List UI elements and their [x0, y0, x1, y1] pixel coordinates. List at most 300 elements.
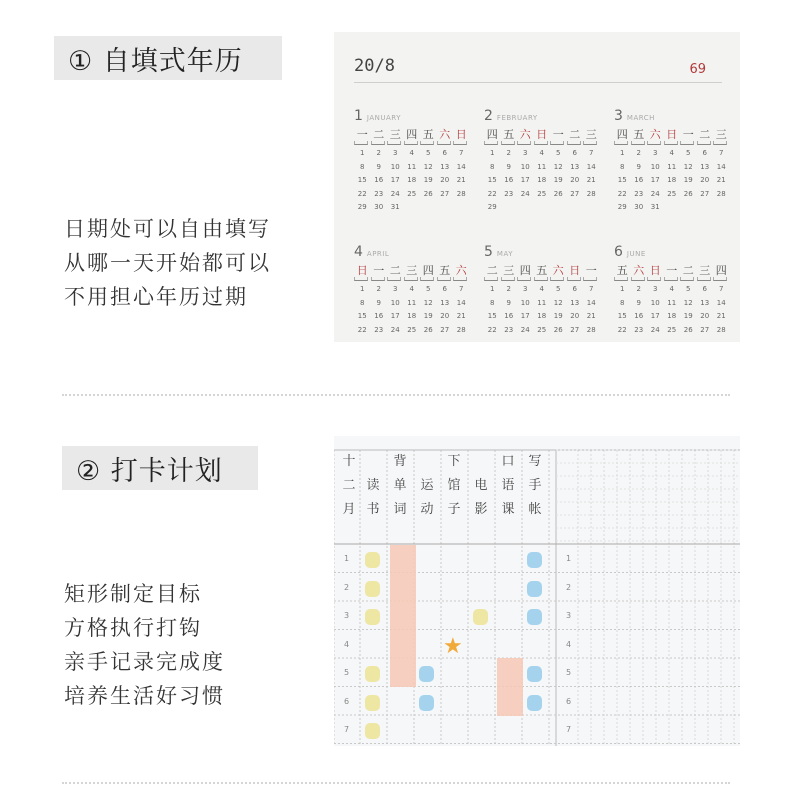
- tracker-column-header: [416, 450, 438, 522]
- weekday-box: [534, 141, 548, 145]
- day-number: 15: [357, 176, 367, 185]
- desc-line: 日期处可以自由填写: [64, 217, 271, 241]
- weekday-label: 一: [682, 127, 694, 141]
- habit-tracker-photo: [334, 436, 740, 746]
- checkmark-blue: [419, 666, 434, 682]
- section1-label-text: ① 自填式年历: [68, 45, 243, 77]
- weekday-label: 日: [356, 263, 368, 277]
- day-number: 24: [520, 189, 530, 198]
- day-number: 19: [683, 312, 693, 321]
- day-number: 15: [617, 312, 627, 321]
- section-divider: [62, 782, 730, 784]
- day-number: 8: [360, 162, 365, 171]
- month-heading: [484, 108, 604, 126]
- day-number: 8: [360, 298, 365, 307]
- day-number: 1: [620, 149, 625, 157]
- day-number: 18: [667, 176, 677, 185]
- day-number: 3: [653, 149, 658, 157]
- month-heading: [614, 108, 734, 126]
- tracker-column-header: [470, 450, 492, 522]
- weekday-box: [387, 277, 401, 281]
- day-number: 28: [716, 325, 726, 334]
- goal-bar: [497, 658, 523, 716]
- weekday-label: 五: [422, 127, 434, 141]
- header-char: 课: [501, 502, 515, 517]
- day-grid: [354, 285, 474, 334]
- weekday-underline: [614, 277, 734, 282]
- day-number: 26: [423, 325, 433, 334]
- day-number: 29: [617, 203, 627, 212]
- day-number: 7: [589, 149, 594, 157]
- day-number: 11: [667, 298, 677, 307]
- calendar-month: [354, 244, 474, 334]
- day-number: 18: [407, 312, 417, 321]
- day-number: 26: [553, 325, 563, 334]
- checkmark-yellow: [473, 609, 488, 625]
- weekday-label: 四: [715, 263, 727, 277]
- weekday-label: 二: [373, 127, 385, 141]
- day-number: 17: [650, 176, 660, 185]
- day-number: 21: [586, 312, 596, 321]
- weekday-label: 三: [406, 263, 418, 277]
- day-number: 17: [520, 176, 530, 185]
- weekday-label: 二: [699, 127, 711, 141]
- weekday-box: [614, 277, 628, 281]
- weekday-box: [453, 277, 467, 281]
- weekday-label: 六: [439, 127, 451, 141]
- day-number: 1: [620, 285, 625, 293]
- day-grid: [614, 285, 734, 334]
- weekday-box: [647, 277, 661, 281]
- day-number: 2: [636, 285, 641, 293]
- day-number: 28: [456, 325, 466, 334]
- weekday-box: [664, 141, 678, 145]
- tracker-column-header: [524, 450, 546, 522]
- day-number: 28: [586, 325, 596, 334]
- header-char: 口: [501, 454, 515, 469]
- day-number: 6: [702, 149, 707, 157]
- weekday-label: 二: [682, 263, 694, 277]
- weekday-row: [614, 262, 734, 277]
- weekday-underline: [614, 141, 734, 146]
- desc-line: 从哪一天开始都可以: [64, 251, 271, 275]
- day-number: 10: [650, 298, 660, 307]
- day-number: 23: [504, 189, 514, 198]
- tracker-column-header: [338, 450, 360, 522]
- checkmark-blue: [527, 609, 542, 625]
- day-number: 20: [570, 176, 580, 185]
- header-char: 语: [501, 478, 515, 493]
- weekday-label: 三: [585, 127, 597, 141]
- month-name: APRIL: [366, 250, 390, 258]
- day-number: 23: [374, 189, 384, 198]
- section1-label: [54, 36, 282, 80]
- header-char: 单: [393, 478, 407, 493]
- day-number: 6: [702, 285, 707, 293]
- day-number: 26: [553, 189, 563, 198]
- day-number: 23: [374, 325, 384, 334]
- month-number: 1: [354, 108, 363, 124]
- day-number: 18: [537, 176, 547, 185]
- day-number: 16: [374, 176, 384, 185]
- header-char: 读: [366, 478, 380, 493]
- weekday-label: 四: [616, 127, 628, 141]
- weekday-label: 四: [422, 263, 434, 277]
- header-char: 动: [420, 502, 434, 517]
- weekday-box: [420, 277, 434, 281]
- day-number: 14: [716, 298, 726, 307]
- weekday-label: 一: [585, 263, 597, 277]
- goal-bar: [390, 545, 416, 687]
- weekday-label: 日: [569, 263, 581, 277]
- tracker-column-header: [443, 450, 465, 522]
- day-number: 3: [393, 285, 398, 293]
- header-char: 二: [342, 478, 356, 493]
- day-number: 7: [459, 149, 464, 157]
- day-number: 23: [504, 325, 514, 334]
- day-number: 2: [636, 149, 641, 157]
- calendar-photo: [334, 32, 740, 342]
- day-number: 16: [374, 312, 384, 321]
- day-number: 21: [716, 312, 726, 321]
- day-number: 12: [683, 162, 693, 171]
- header-char: 月: [342, 502, 356, 517]
- weekday-label: 三: [715, 127, 727, 141]
- header-char: 背: [393, 454, 407, 469]
- day-number: 11: [407, 162, 417, 171]
- day-number: 13: [700, 162, 710, 171]
- weekday-label: 日: [666, 127, 678, 141]
- weekday-label: 三: [503, 263, 515, 277]
- day-number: 21: [456, 312, 466, 321]
- day-number: 19: [553, 176, 563, 185]
- day-number: 3: [523, 149, 528, 157]
- weekday-label: 六: [519, 127, 531, 141]
- weekday-label: 五: [616, 263, 628, 277]
- header-char: 运: [420, 478, 434, 493]
- weekday-label: 四: [486, 127, 498, 141]
- month-heading: [484, 244, 604, 262]
- day-number: 8: [620, 162, 625, 171]
- day-number: 14: [586, 162, 596, 171]
- weekday-label: 二: [389, 263, 401, 277]
- weekday-row: [484, 126, 604, 141]
- day-number: 11: [407, 298, 417, 307]
- day-number: 20: [440, 312, 450, 321]
- row-number-right: 3: [566, 611, 572, 620]
- day-number: 9: [506, 298, 511, 307]
- header-char: 馆: [447, 478, 461, 493]
- day-number: 27: [440, 325, 450, 334]
- weekday-box: [437, 277, 451, 281]
- day-number: 9: [376, 298, 381, 307]
- day-number: 14: [456, 162, 466, 171]
- calendar-month: [614, 108, 734, 211]
- day-number: 22: [487, 189, 497, 198]
- weekday-label: 二: [486, 263, 498, 277]
- row-number: 3: [344, 611, 350, 620]
- day-number: 19: [423, 312, 433, 321]
- month-name: FEBRUARY: [496, 114, 538, 122]
- header-char: 写: [528, 454, 542, 469]
- day-number: 24: [390, 325, 400, 334]
- weekday-box: [697, 141, 711, 145]
- weekday-box: [371, 277, 385, 281]
- day-number: 12: [683, 298, 693, 307]
- day-number: 13: [440, 298, 450, 307]
- header-char: 子: [447, 502, 461, 517]
- checkmark-yellow: [365, 581, 380, 597]
- weekday-box: [453, 141, 467, 145]
- day-number: 27: [440, 189, 450, 198]
- weekday-box: [404, 141, 418, 145]
- desc-line: 矩形制定目标: [64, 582, 202, 606]
- day-number: 30: [634, 203, 644, 212]
- row-number: 4: [344, 639, 350, 649]
- day-number: 1: [490, 149, 495, 157]
- day-number: 23: [634, 189, 644, 198]
- day-number: 5: [556, 285, 561, 293]
- tracker-column-header: [497, 450, 519, 522]
- weekday-label: 六: [633, 263, 645, 277]
- month-number: 6: [614, 244, 623, 260]
- weekday-box: [550, 277, 564, 281]
- weekday-underline: [484, 277, 604, 282]
- checkmark-blue: [527, 552, 542, 568]
- day-number: 27: [700, 325, 710, 334]
- weekday-underline: [484, 141, 604, 146]
- section2-label: [62, 446, 258, 490]
- day-number: 19: [423, 176, 433, 185]
- day-number: 27: [700, 189, 710, 198]
- day-number: 24: [520, 325, 530, 334]
- row-number: 6: [344, 696, 350, 706]
- day-number: 29: [487, 203, 497, 212]
- day-number: 28: [456, 189, 466, 198]
- day-number: 15: [487, 312, 497, 321]
- weekday-label: 日: [536, 127, 548, 141]
- header-char: 影: [474, 502, 488, 517]
- day-number: 13: [570, 298, 580, 307]
- day-grid: [484, 285, 604, 334]
- weekday-row: [614, 126, 734, 141]
- day-number: 8: [490, 298, 495, 307]
- weekday-label: 五: [536, 263, 548, 277]
- weekday-box: [664, 277, 678, 281]
- day-number: 10: [390, 298, 400, 307]
- tracker-column-header: [362, 450, 384, 522]
- day-number: 9: [636, 298, 641, 307]
- day-number: 4: [669, 149, 674, 157]
- day-grid: [484, 149, 604, 211]
- day-number: 6: [442, 149, 447, 157]
- weekday-box: [680, 141, 694, 145]
- day-number: 10: [650, 162, 660, 171]
- day-number: 11: [667, 162, 677, 171]
- checkmark-yellow: [365, 723, 380, 739]
- day-number: 10: [520, 298, 530, 307]
- day-number: 10: [390, 162, 400, 171]
- month-name: MAY: [496, 250, 513, 258]
- day-number: 18: [667, 312, 677, 321]
- day-number: 30: [374, 203, 384, 212]
- day-number: 27: [570, 189, 580, 198]
- day-number: 25: [667, 325, 677, 334]
- weekday-label: 三: [389, 127, 401, 141]
- day-number: 18: [407, 176, 417, 185]
- section2-label-text: ② 打卡计划: [76, 455, 223, 487]
- weekday-box: [534, 277, 548, 281]
- day-number: 23: [634, 325, 644, 334]
- day-number: 18: [537, 312, 547, 321]
- day-number: 5: [686, 285, 691, 293]
- weekday-box: [517, 277, 531, 281]
- day-number: 21: [716, 176, 726, 185]
- weekday-box: [371, 141, 385, 145]
- day-grid: [614, 149, 734, 211]
- day-number: 10: [520, 162, 530, 171]
- header-char: 下: [447, 454, 461, 469]
- weekday-label: 一: [373, 263, 385, 277]
- day-number: 15: [487, 176, 497, 185]
- weekday-label: 五: [439, 263, 451, 277]
- day-number: 26: [683, 325, 693, 334]
- header-char: 电: [474, 478, 488, 493]
- month-number: 2: [484, 108, 493, 124]
- checkmark-blue: [527, 666, 542, 682]
- weekday-row: [354, 126, 474, 141]
- day-number: 24: [390, 189, 400, 198]
- checkmark-yellow: [365, 552, 380, 568]
- month-name: JUNE: [626, 250, 646, 258]
- checkmark-yellow: [365, 695, 380, 711]
- row-number-right: 6: [566, 696, 572, 706]
- section1-description: [64, 212, 271, 314]
- desc-line: 培养生活好习惯: [64, 684, 225, 708]
- checkmark-yellow: [365, 666, 380, 682]
- day-number: 6: [442, 285, 447, 293]
- weekday-box: [567, 141, 581, 145]
- desc-line: 不用担心年历过期: [64, 285, 248, 309]
- day-number: 12: [423, 162, 433, 171]
- checkmark-blue: [527, 695, 542, 711]
- checkmark-blue: [419, 695, 434, 711]
- day-number: 5: [686, 149, 691, 157]
- day-number: 11: [537, 162, 547, 171]
- weekday-box: [354, 141, 368, 145]
- weekday-box: [437, 141, 451, 145]
- day-number: 24: [650, 189, 660, 198]
- day-number: 13: [440, 162, 450, 171]
- row-number-right: 1: [566, 554, 572, 563]
- calendar-week-number: 69: [689, 62, 706, 77]
- day-number: 20: [570, 312, 580, 321]
- day-number: 4: [539, 285, 544, 293]
- day-number: 28: [586, 189, 596, 198]
- day-number: 4: [539, 149, 544, 157]
- row-number-right: 7: [566, 725, 572, 734]
- section-divider: [62, 394, 730, 396]
- header-char: 书: [366, 502, 380, 517]
- day-number: 6: [572, 149, 577, 157]
- day-number: 26: [423, 189, 433, 198]
- day-number: 16: [504, 176, 514, 185]
- day-number: 28: [716, 189, 726, 198]
- calendar-month: [354, 108, 474, 211]
- day-number: 9: [636, 162, 641, 171]
- day-number: 8: [620, 298, 625, 307]
- day-number: 7: [719, 285, 724, 293]
- day-number: 20: [700, 312, 710, 321]
- day-number: 16: [634, 176, 644, 185]
- day-number: 16: [634, 312, 644, 321]
- weekday-label: 四: [519, 263, 531, 277]
- weekday-box: [614, 141, 628, 145]
- day-number: 24: [650, 325, 660, 334]
- row-number: 1: [344, 554, 350, 563]
- day-number: 17: [390, 176, 400, 185]
- row-number: 7: [344, 725, 350, 734]
- row-number-right: 4: [566, 639, 572, 649]
- tracker-column-header: [389, 450, 411, 522]
- day-number: 13: [700, 298, 710, 307]
- weekday-box: [583, 141, 597, 145]
- weekday-label: 五: [633, 127, 645, 141]
- day-number: 20: [440, 176, 450, 185]
- day-number: 22: [357, 325, 367, 334]
- day-number: 19: [553, 312, 563, 321]
- day-number: 21: [456, 176, 466, 185]
- weekday-box: [354, 277, 368, 281]
- desc-line: 亲手记录完成度: [64, 650, 225, 674]
- weekday-box: [517, 141, 531, 145]
- day-number: 2: [506, 149, 511, 157]
- weekday-box: [583, 277, 597, 281]
- day-number: 11: [537, 298, 547, 307]
- day-number: 19: [683, 176, 693, 185]
- calendar-month: [614, 244, 734, 334]
- day-number: 21: [586, 176, 596, 185]
- weekday-box: [501, 277, 515, 281]
- day-number: 22: [487, 325, 497, 334]
- calendar-month: [484, 244, 604, 334]
- weekday-box: [484, 141, 498, 145]
- weekday-box: [387, 141, 401, 145]
- weekday-label: 六: [455, 263, 467, 277]
- day-number: 14: [586, 298, 596, 307]
- weekday-label: 一: [666, 263, 678, 277]
- weekday-label: 日: [649, 263, 661, 277]
- weekday-box: [567, 277, 581, 281]
- day-number: 3: [653, 285, 658, 293]
- day-number: 2: [376, 149, 381, 157]
- weekday-box: [697, 277, 711, 281]
- day-number: 9: [376, 162, 381, 171]
- header-char: 词: [393, 502, 407, 517]
- month-heading: [354, 244, 474, 262]
- day-number: 27: [570, 325, 580, 334]
- day-number: 17: [390, 312, 400, 321]
- day-number: 2: [376, 285, 381, 293]
- day-number: 5: [426, 149, 431, 157]
- month-name: JANUARY: [366, 114, 401, 122]
- weekday-box: [647, 141, 661, 145]
- day-number: 26: [683, 189, 693, 198]
- weekday-underline: [354, 277, 474, 282]
- day-number: 25: [667, 189, 677, 198]
- month-number: 4: [354, 244, 363, 260]
- day-number: 14: [456, 298, 466, 307]
